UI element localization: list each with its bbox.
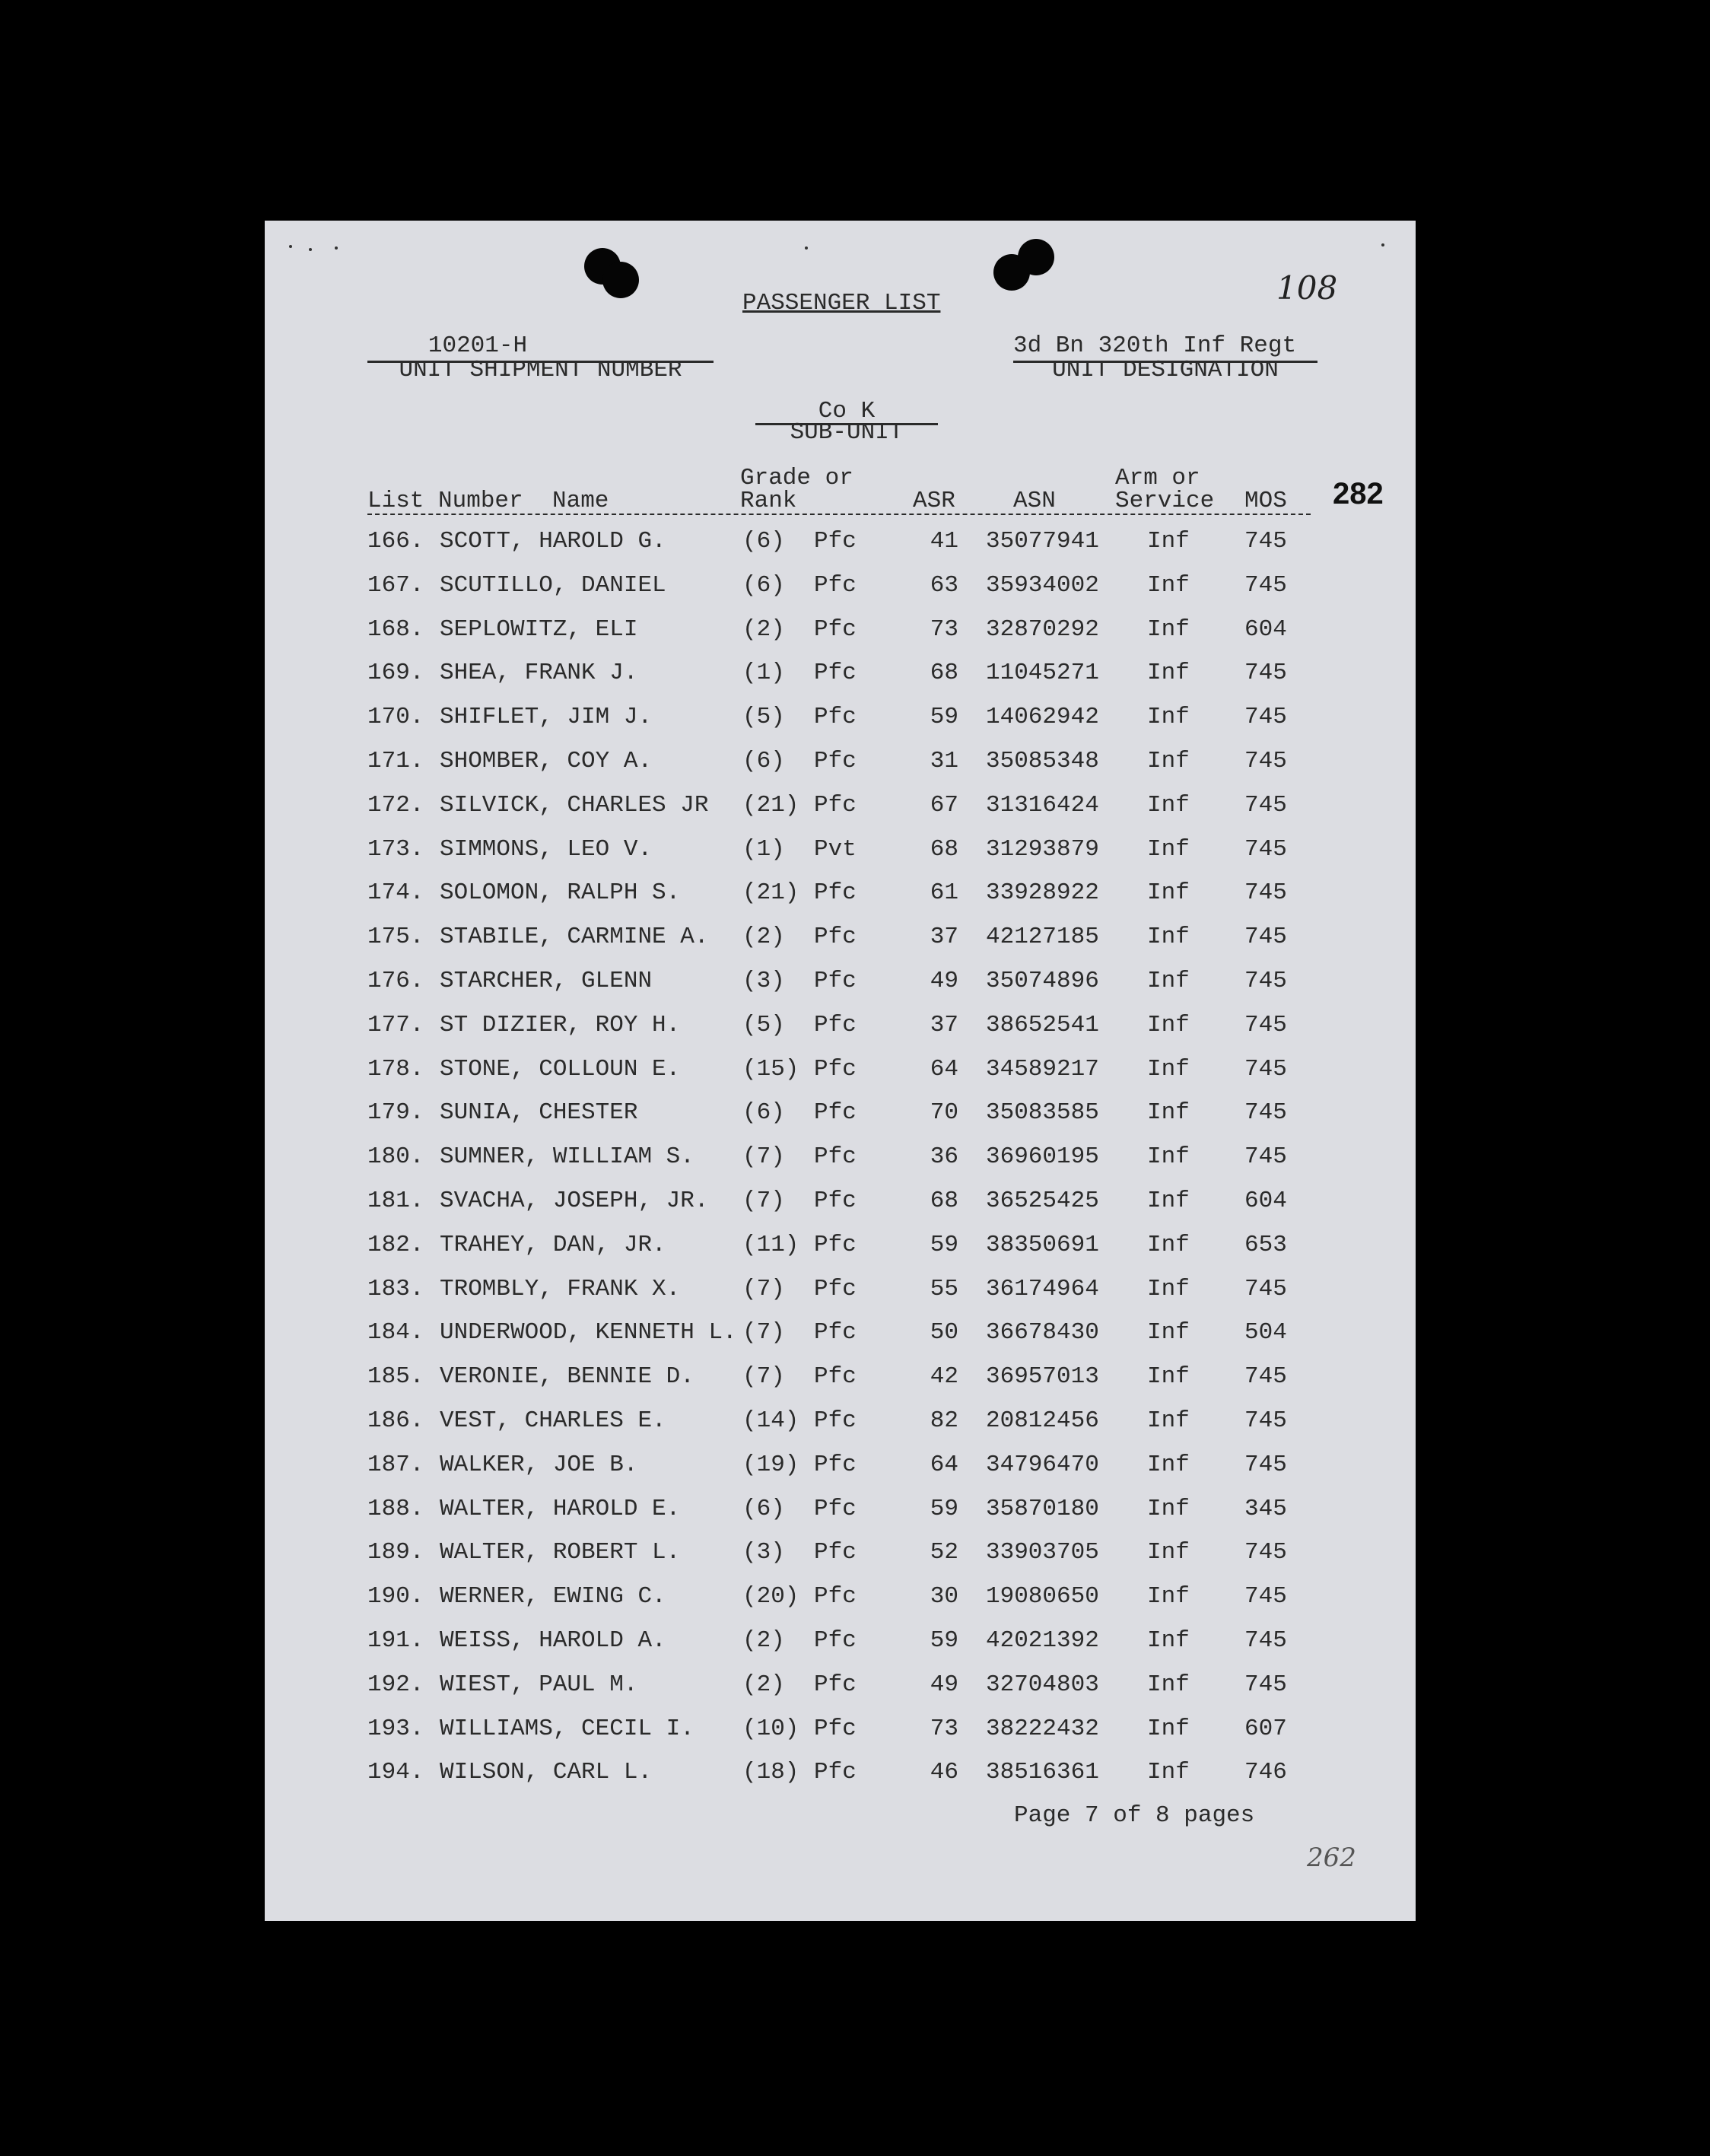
asr: 36 — [930, 1143, 958, 1171]
arm-or-service: Inf — [1147, 1715, 1190, 1742]
grade: (1) — [742, 835, 785, 863]
table-row — [265, 1188, 1416, 1232]
header-mos: MOS — [1244, 488, 1287, 514]
mos: 745 — [1244, 1539, 1287, 1566]
table-row — [265, 1144, 1416, 1188]
rank: Pfc — [814, 1627, 857, 1654]
rank: Pfc — [814, 748, 857, 774]
grade: (7) — [742, 1143, 785, 1171]
asr: 49 — [930, 1671, 958, 1698]
asn: 32870292 — [986, 615, 1099, 643]
header-grade-line2: Rank — [740, 488, 797, 514]
asn: 38350691 — [986, 1231, 1099, 1258]
asr: 68 — [930, 1188, 958, 1214]
rank: Pfc — [814, 1011, 857, 1038]
arm-or-service: Inf — [1147, 615, 1190, 643]
arm-or-service: Inf — [1147, 1188, 1190, 1214]
asn: 32704803 — [986, 1671, 1099, 1698]
table-row — [265, 1013, 1416, 1057]
header-grade-line1: Grade or — [740, 465, 853, 491]
list-number: 172. — [367, 791, 424, 819]
passenger-name: WIEST, PAUL M. — [440, 1671, 638, 1698]
asn: 31316424 — [986, 791, 1099, 819]
asn: 34589217 — [986, 1055, 1099, 1083]
list-number: 171. — [367, 748, 424, 774]
list-number: 193. — [367, 1715, 424, 1742]
rank: Pfc — [814, 968, 857, 994]
arm-or-service: Inf — [1147, 1319, 1190, 1347]
arm-or-service: Inf — [1147, 1099, 1190, 1127]
list-number: 189. — [367, 1539, 424, 1566]
asn: 35077941 — [986, 528, 1099, 555]
arm-or-service: Inf — [1147, 1275, 1190, 1302]
table-row — [265, 660, 1416, 704]
passenger-name: TROMBLY, FRANK X. — [440, 1275, 681, 1302]
passenger-name: SHOMBER, COY A. — [440, 748, 653, 774]
mos: 745 — [1244, 660, 1287, 687]
table-row — [265, 1452, 1416, 1496]
passenger-name: STONE, COLLOUN E. — [440, 1055, 681, 1083]
rank: Pfc — [814, 1539, 857, 1566]
grade: (1) — [742, 660, 785, 687]
passenger-name: WALKER, JOE B. — [440, 1451, 638, 1478]
arm-or-service: Inf — [1147, 1231, 1190, 1258]
asn: 33903705 — [986, 1539, 1099, 1566]
list-number: 182. — [367, 1231, 424, 1258]
grade: (2) — [742, 924, 785, 951]
asr: 49 — [930, 968, 958, 994]
mos: 345 — [1244, 1495, 1287, 1522]
rank: Pfc — [814, 879, 857, 907]
list-number: 179. — [367, 1099, 424, 1127]
asn: 35085348 — [986, 748, 1099, 774]
table-row — [265, 1716, 1416, 1760]
table-row — [265, 1232, 1416, 1277]
rank: Pfc — [814, 1231, 857, 1258]
table-row — [265, 880, 1416, 924]
mos: 745 — [1244, 1099, 1287, 1127]
arm-or-service: Inf — [1147, 1055, 1190, 1083]
list-number: 191. — [367, 1627, 424, 1654]
arm-or-service: Inf — [1147, 1583, 1190, 1611]
mos: 745 — [1244, 1363, 1287, 1391]
header-asn: ASN — [1013, 488, 1056, 514]
header-list-number: List Number — [367, 488, 523, 514]
arm-or-service: Inf — [1147, 1143, 1190, 1171]
mos: 745 — [1244, 879, 1287, 907]
passenger-name: SUMNER, WILLIAM S. — [440, 1143, 694, 1171]
passenger-name: WALTER, ROBERT L. — [440, 1539, 681, 1566]
table-row — [265, 1760, 1416, 1804]
asn: 33928922 — [986, 879, 1099, 907]
mos: 653 — [1244, 1231, 1287, 1258]
arm-or-service: Inf — [1147, 1451, 1190, 1478]
mos: 745 — [1244, 1451, 1287, 1478]
rank: Pfc — [814, 1363, 857, 1391]
grade: (7) — [742, 1319, 785, 1347]
grade: (15) — [742, 1055, 799, 1083]
mos: 745 — [1244, 528, 1287, 555]
document-title: PASSENGER LIST — [742, 290, 941, 316]
asr: 50 — [930, 1319, 958, 1347]
rank: Pfc — [814, 1055, 857, 1083]
passenger-name: SCUTILLO, DANIEL — [440, 571, 666, 599]
mos: 745 — [1244, 1055, 1287, 1083]
list-number: 175. — [367, 924, 424, 951]
rank: Pfc — [814, 571, 857, 599]
grade: (18) — [742, 1759, 799, 1786]
list-number: 190. — [367, 1583, 424, 1611]
table-row — [265, 1628, 1416, 1672]
mos: 745 — [1244, 1143, 1287, 1171]
table-row — [265, 749, 1416, 793]
mos: 745 — [1244, 571, 1287, 599]
mos: 745 — [1244, 968, 1287, 994]
arm-or-service: Inf — [1147, 1363, 1190, 1391]
rank: Pfc — [814, 791, 857, 819]
asr: 37 — [930, 924, 958, 951]
arm-or-service: Inf — [1147, 704, 1190, 731]
passenger-name: SUNIA, CHESTER — [440, 1099, 638, 1127]
header-arm-line2: Service — [1115, 488, 1215, 514]
rank: Pfc — [814, 704, 857, 731]
unit-shipment-number: 10201-H — [428, 332, 528, 359]
page-stamp-number: 282 — [1333, 477, 1384, 510]
punch-hole — [1018, 239, 1054, 275]
corner-note: 262 — [1307, 1843, 1356, 1873]
passenger-list-page — [265, 221, 1416, 1921]
table-row — [265, 968, 1416, 1013]
asr: 73 — [930, 1715, 958, 1742]
grade: (10) — [742, 1715, 799, 1742]
list-number: 166. — [367, 528, 424, 555]
passenger-name: WILLIAMS, CECIL I. — [440, 1715, 694, 1742]
paper-speck — [1381, 243, 1384, 246]
table-row — [265, 1364, 1416, 1408]
list-number: 188. — [367, 1495, 424, 1522]
grade: (2) — [742, 1627, 785, 1654]
rank: Pfc — [814, 1275, 857, 1302]
rank: Pfc — [814, 1143, 857, 1171]
grade: (7) — [742, 1363, 785, 1391]
header-arm-line1: Arm or — [1115, 465, 1200, 491]
asn: 36678430 — [986, 1319, 1099, 1347]
table-row — [265, 1584, 1416, 1628]
passenger-name: SEPLOWITZ, ELI — [440, 615, 638, 643]
asr: 52 — [930, 1539, 958, 1566]
passenger-name: TRAHEY, DAN, JR. — [440, 1231, 666, 1258]
passenger-name: STARCHER, GLENN — [440, 968, 653, 994]
list-number: 173. — [367, 835, 424, 863]
rank: Pfc — [814, 615, 857, 643]
arm-or-service: Inf — [1147, 571, 1190, 599]
grade: (6) — [742, 528, 785, 555]
list-number: 176. — [367, 968, 424, 994]
asr: 30 — [930, 1583, 958, 1611]
asr: 73 — [930, 615, 958, 643]
rank: Pvt — [814, 835, 857, 863]
table-row — [265, 837, 1416, 881]
passenger-name: SVACHA, JOSEPH, JR. — [440, 1188, 709, 1214]
asr: 68 — [930, 835, 958, 863]
asn: 31293879 — [986, 835, 1099, 863]
rank: Pfc — [814, 528, 857, 555]
list-number: 174. — [367, 879, 424, 907]
passenger-name: SCOTT, HAROLD G. — [440, 528, 666, 555]
paper-speck — [805, 246, 808, 250]
asr: 59 — [930, 1231, 958, 1258]
passenger-name: SIMMONS, LEO V. — [440, 835, 653, 863]
list-number: 192. — [367, 1671, 424, 1698]
asn: 36957013 — [986, 1363, 1099, 1391]
rank: Pfc — [814, 660, 857, 687]
asr: 59 — [930, 1627, 958, 1654]
arm-or-service: Inf — [1147, 1539, 1190, 1566]
rank: Pfc — [814, 1099, 857, 1127]
mos: 745 — [1244, 791, 1287, 819]
grade: (7) — [742, 1275, 785, 1302]
list-number: 167. — [367, 571, 424, 599]
rank: Pfc — [814, 1451, 857, 1478]
asr: 82 — [930, 1407, 958, 1434]
grade: (6) — [742, 571, 785, 599]
arm-or-service: Inf — [1147, 879, 1190, 907]
mos: 745 — [1244, 704, 1287, 731]
rank: Pfc — [814, 1188, 857, 1214]
rank: Pfc — [814, 1759, 857, 1786]
grade: (3) — [742, 968, 785, 994]
passenger-name: WEISS, HAROLD A. — [440, 1627, 666, 1654]
unit-designation: 3d Bn 320th Inf Regt — [1013, 332, 1297, 359]
table-row — [265, 1057, 1416, 1101]
mos: 745 — [1244, 1011, 1287, 1038]
asr: 42 — [930, 1363, 958, 1391]
asn: 36174964 — [986, 1275, 1099, 1302]
passenger-name: WALTER, HAROLD E. — [440, 1495, 681, 1522]
arm-or-service: Inf — [1147, 1407, 1190, 1434]
sub-unit-label: SUB-UNIT — [790, 419, 904, 446]
arm-or-service: Inf — [1147, 1011, 1190, 1038]
asn: 11045271 — [986, 660, 1099, 687]
asr: 59 — [930, 704, 958, 731]
passenger-name: VEST, CHARLES E. — [440, 1407, 666, 1434]
grade: (5) — [742, 1011, 785, 1038]
arm-or-service: Inf — [1147, 1627, 1190, 1654]
mos: 604 — [1244, 1188, 1287, 1214]
mos: 746 — [1244, 1759, 1287, 1786]
asn: 35934002 — [986, 571, 1099, 599]
grade: (19) — [742, 1451, 799, 1478]
mos: 607 — [1244, 1715, 1287, 1742]
asr: 67 — [930, 791, 958, 819]
passenger-name: STABILE, CARMINE A. — [440, 924, 709, 951]
asn: 35083585 — [986, 1099, 1099, 1127]
asn: 42127185 — [986, 924, 1099, 951]
asn: 38652541 — [986, 1011, 1099, 1038]
mos: 745 — [1244, 1583, 1287, 1611]
rank: Pfc — [814, 1319, 857, 1347]
asr: 61 — [930, 879, 958, 907]
asr: 41 — [930, 528, 958, 555]
arm-or-service: Inf — [1147, 1495, 1190, 1522]
asn: 36525425 — [986, 1188, 1099, 1214]
mos: 745 — [1244, 1275, 1287, 1302]
arm-or-service: Inf — [1147, 528, 1190, 555]
asr: 63 — [930, 571, 958, 599]
list-number: 194. — [367, 1759, 424, 1786]
table-row — [265, 793, 1416, 837]
table-row — [265, 529, 1416, 573]
mos: 504 — [1244, 1319, 1287, 1347]
asn: 42021392 — [986, 1627, 1099, 1654]
rank: Pfc — [814, 924, 857, 951]
arm-or-service: Inf — [1147, 791, 1190, 819]
grade: (21) — [742, 879, 799, 907]
sub-unit: Co K — [818, 398, 876, 425]
grade: (6) — [742, 1495, 785, 1522]
mos: 745 — [1244, 1671, 1287, 1698]
unit-designation-label: UNIT DESIGNATION — [1052, 357, 1279, 383]
asn: 38222432 — [986, 1715, 1099, 1742]
passenger-name: WERNER, EWING C. — [440, 1583, 666, 1611]
list-number: 177. — [367, 1011, 424, 1038]
rank: Pfc — [814, 1583, 857, 1611]
table-row — [265, 1320, 1416, 1364]
table-row — [265, 924, 1416, 968]
paper-speck — [335, 246, 338, 250]
arm-or-service: Inf — [1147, 835, 1190, 863]
table-row — [265, 1408, 1416, 1452]
table-row — [265, 1496, 1416, 1541]
asn: 35074896 — [986, 968, 1099, 994]
grade: (5) — [742, 704, 785, 731]
mos: 745 — [1244, 748, 1287, 774]
list-number: 185. — [367, 1363, 424, 1391]
rank: Pfc — [814, 1407, 857, 1434]
list-number: 181. — [367, 1188, 424, 1214]
rank: Pfc — [814, 1715, 857, 1742]
passenger-name: VERONIE, BENNIE D. — [440, 1363, 694, 1391]
asr: 37 — [930, 1011, 958, 1038]
header-divider — [367, 514, 1311, 515]
mos: 745 — [1244, 835, 1287, 863]
table-row — [265, 1672, 1416, 1716]
list-number: 178. — [367, 1055, 424, 1083]
passenger-name: UNDERWOOD, KENNETH L. — [440, 1319, 737, 1347]
passenger-name: SHIFLET, JIM J. — [440, 704, 653, 731]
punch-hole — [602, 262, 639, 298]
grade: (21) — [742, 791, 799, 819]
mos: 745 — [1244, 924, 1287, 951]
list-number: 168. — [367, 615, 424, 643]
passenger-name: SOLOMON, RALPH S. — [440, 879, 681, 907]
asn: 19080650 — [986, 1583, 1099, 1611]
arm-or-service: Inf — [1147, 968, 1190, 994]
table-row — [265, 704, 1416, 749]
passenger-name: SILVICK, CHARLES JR — [440, 791, 709, 819]
arm-or-service: Inf — [1147, 1759, 1190, 1786]
grade: (2) — [742, 615, 785, 643]
asr: 64 — [930, 1055, 958, 1083]
header-name: Name — [552, 488, 609, 514]
arm-or-service: Inf — [1147, 660, 1190, 687]
mos: 604 — [1244, 615, 1287, 643]
table-row — [265, 1277, 1416, 1321]
asr: 55 — [930, 1275, 958, 1302]
list-number: 183. — [367, 1275, 424, 1302]
asn: 38516361 — [986, 1759, 1099, 1786]
table-row — [265, 1540, 1416, 1584]
asn: 34796470 — [986, 1451, 1099, 1478]
paper-speck — [289, 245, 292, 248]
unit-shipment-number-label: UNIT SHIPMENT NUMBER — [399, 357, 682, 383]
grade: (3) — [742, 1539, 785, 1566]
page-footer: Page 7 of 8 pages — [1014, 1802, 1255, 1829]
arm-or-service: Inf — [1147, 1671, 1190, 1698]
list-number: 169. — [367, 660, 424, 687]
list-number: 186. — [367, 1407, 424, 1434]
arm-or-service: Inf — [1147, 924, 1190, 951]
header-asr: ASR — [913, 488, 955, 514]
passenger-name: SHEA, FRANK J. — [440, 660, 638, 687]
paper-speck — [309, 248, 312, 251]
grade: (7) — [742, 1188, 785, 1214]
passenger-name: WILSON, CARL L. — [440, 1759, 653, 1786]
mos: 745 — [1244, 1407, 1287, 1434]
grade: (20) — [742, 1583, 799, 1611]
asr: 46 — [930, 1759, 958, 1786]
asn: 14062942 — [986, 704, 1099, 731]
asr: 31 — [930, 748, 958, 774]
folio-number: 108 — [1276, 269, 1338, 307]
list-number: 170. — [367, 704, 424, 731]
grade: (14) — [742, 1407, 799, 1434]
table-row — [265, 1100, 1416, 1144]
list-number: 184. — [367, 1319, 424, 1347]
rank: Pfc — [814, 1495, 857, 1522]
asn: 36960195 — [986, 1143, 1099, 1171]
asn: 35870180 — [986, 1495, 1099, 1522]
asr: 59 — [930, 1495, 958, 1522]
mos: 745 — [1244, 1627, 1287, 1654]
asr: 68 — [930, 660, 958, 687]
arm-or-service: Inf — [1147, 748, 1190, 774]
asr: 70 — [930, 1099, 958, 1127]
grade: (6) — [742, 1099, 785, 1127]
rank: Pfc — [814, 1671, 857, 1698]
passenger-name: ST DIZIER, ROY H. — [440, 1011, 681, 1038]
grade: (6) — [742, 748, 785, 774]
asn: 20812456 — [986, 1407, 1099, 1434]
table-row — [265, 573, 1416, 617]
grade: (11) — [742, 1231, 799, 1258]
asr: 64 — [930, 1451, 958, 1478]
list-number: 187. — [367, 1451, 424, 1478]
grade: (2) — [742, 1671, 785, 1698]
list-number: 180. — [367, 1143, 424, 1171]
table-row — [265, 617, 1416, 661]
